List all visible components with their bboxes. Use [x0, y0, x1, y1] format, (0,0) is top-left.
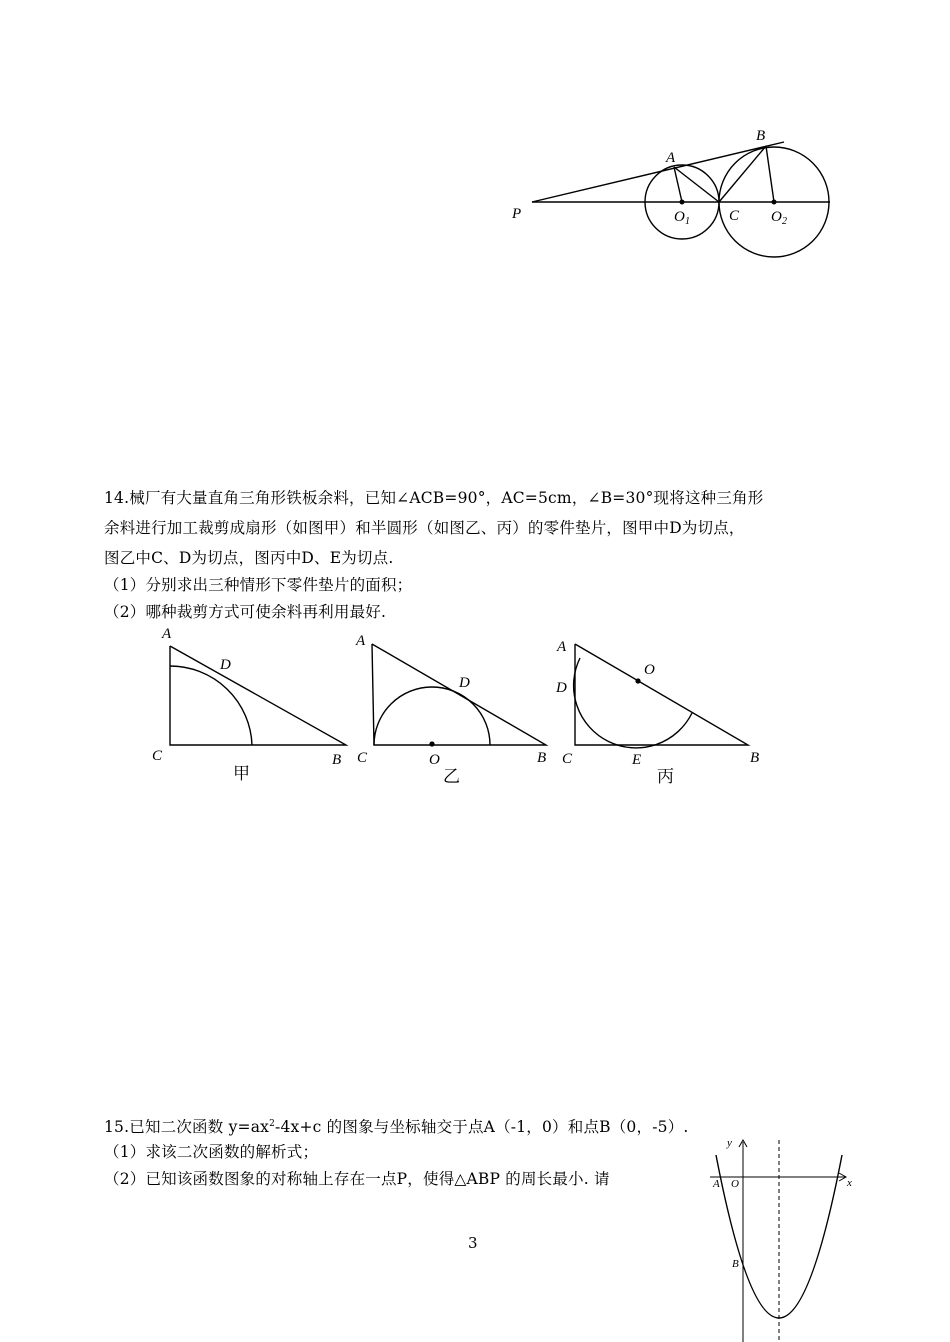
- jia-label-A: A: [162, 626, 172, 642]
- graph-label-O: O: [731, 1178, 739, 1190]
- label-O2: O: [771, 209, 782, 225]
- q14-sub-2: （2）哪种裁剪方式可使余料再利用最好.: [104, 603, 387, 621]
- graph-label-A: A: [713, 1178, 720, 1190]
- figure-jia: [150, 622, 360, 790]
- figure-yi: [352, 622, 562, 790]
- bing-label-O: O: [644, 662, 655, 678]
- label-B: B: [756, 128, 766, 144]
- q14-line-1: 14.械厂有大量直角三角形铁板余料，已知∠ACB=90°，AC=5cm，∠B=30°现将这种三角形: [104, 489, 764, 507]
- two-circles-figure: [500, 120, 840, 260]
- yi-label-A: A: [356, 633, 366, 649]
- q14-line-3: 图乙中C、D为切点，图丙中D、E为切点.: [104, 549, 394, 567]
- bing-label-D: D: [556, 680, 567, 696]
- label-P: P: [512, 206, 522, 222]
- bing-caption: 丙: [657, 767, 674, 787]
- bing-label-B: B: [750, 750, 760, 766]
- q15-line-1-pre: 15.已知二次函数 y=ax: [104, 1118, 270, 1137]
- graph-label-x: x: [847, 1177, 852, 1189]
- bing-label-A: A: [557, 639, 567, 655]
- yi-label-O: O: [429, 752, 440, 768]
- bing-label-E: E: [632, 752, 642, 768]
- bing-label-C: C: [562, 751, 573, 767]
- label-C: C: [729, 208, 740, 224]
- jia-caption: 甲: [233, 764, 250, 784]
- label-O2-sub: 2: [782, 216, 787, 227]
- page-number: 3: [468, 1234, 478, 1252]
- label-A: A: [666, 150, 676, 166]
- graph-label-y: y: [727, 1137, 732, 1149]
- jia-label-B: B: [332, 752, 342, 768]
- q14-line-2: 余料进行加工裁剪成扇形（如图甲）和半圆形（如图乙、丙）的零件垫片，图甲中D为切点，: [104, 519, 745, 537]
- jia-label-C: C: [152, 748, 163, 764]
- jia-label-D: D: [220, 657, 231, 673]
- q15-sub-1: （1）求该二次函数的解析式；: [104, 1143, 319, 1161]
- yi-caption: 乙: [443, 767, 460, 787]
- q14-sub-1: （1）分别求出三种情形下零件垫片的面积；: [104, 576, 413, 594]
- q15-line-1: [104, 1113, 689, 1138]
- q15-exponent: 2: [269, 1119, 276, 1129]
- parabola-graph: [700, 1130, 860, 1342]
- yi-label-B: B: [537, 750, 547, 766]
- q15-sub-2: （2）已知该函数图象的对称轴上存在一点P，使得△ABP 的周长最小. 请: [104, 1170, 610, 1188]
- label-O1: O: [674, 209, 685, 225]
- yi-label-C: C: [357, 750, 368, 766]
- q15-line-1-post: -4x+c 的图象与坐标轴交于点A（-1，0）和点B（0，-5）.: [275, 1118, 689, 1137]
- label-O1-sub: 1: [685, 216, 690, 227]
- graph-label-B: B: [732, 1258, 739, 1270]
- figure-bing: [550, 622, 780, 790]
- yi-label-D: D: [459, 675, 470, 691]
